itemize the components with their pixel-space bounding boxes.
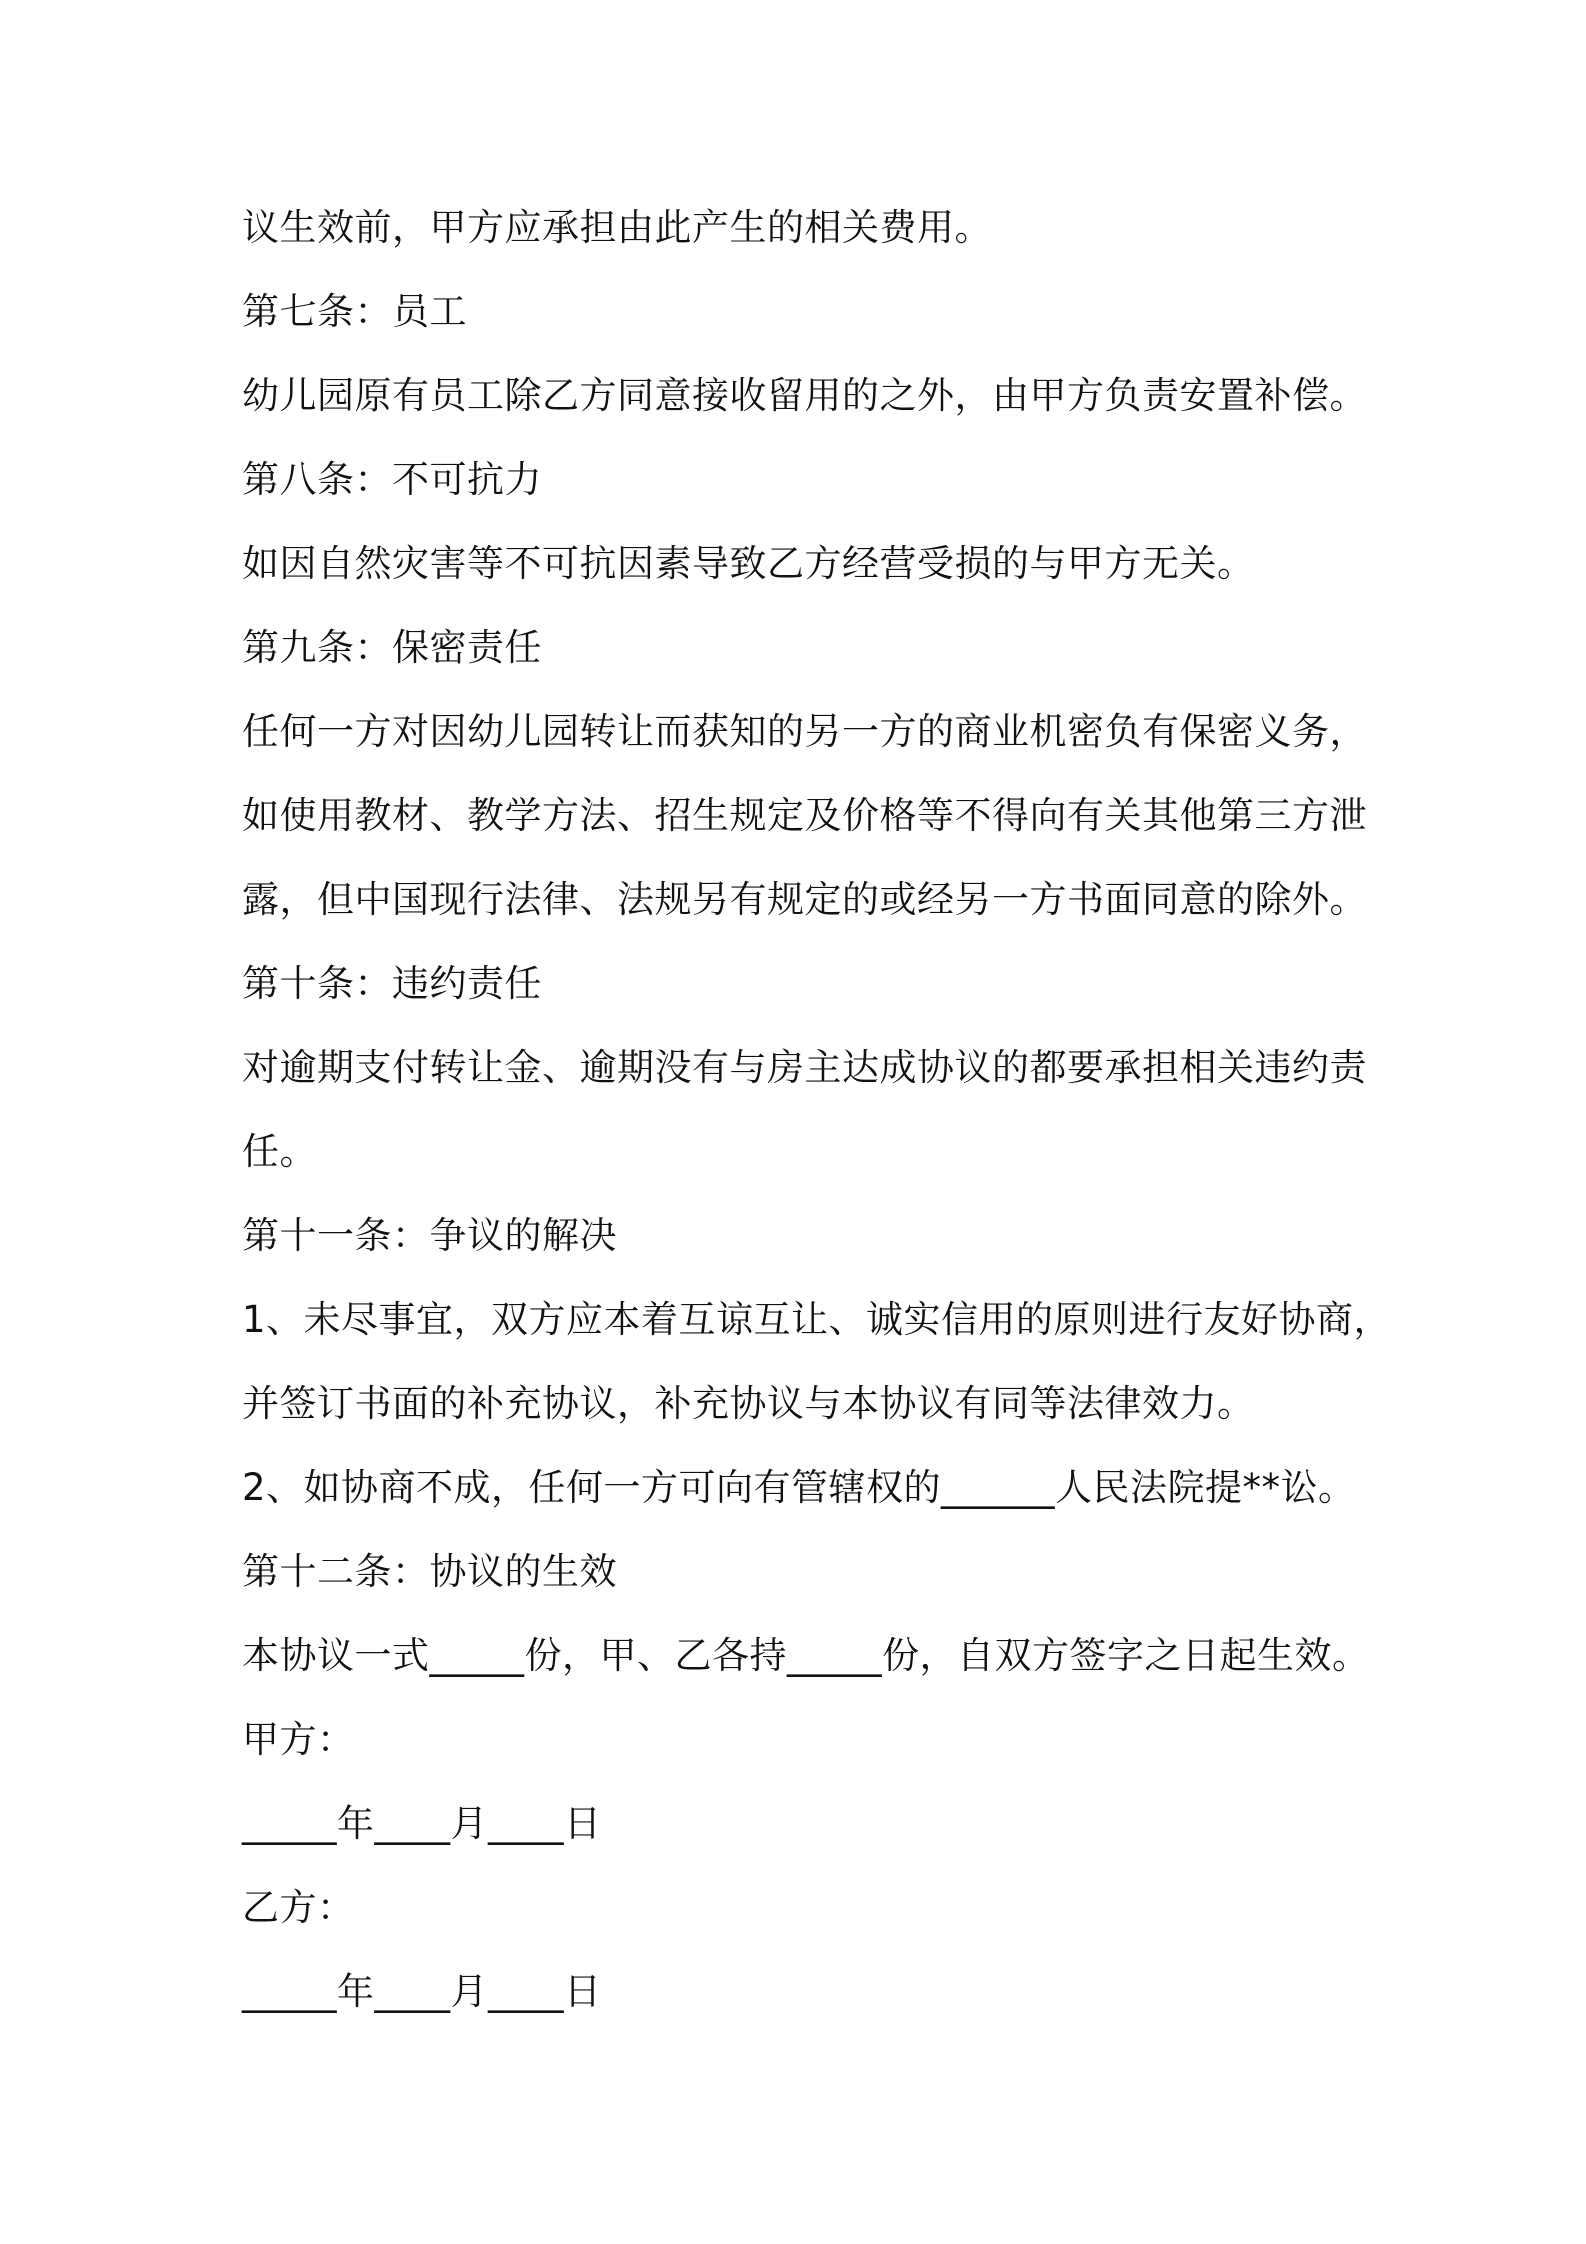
clause-11-item-1-line-1: 1、未尽事宜，双方应本着互谅互让、诚实信用的原则进行友好协商， [242,1298,1392,1341]
clause-9-heading: 第九条：保密责任 [242,626,542,669]
clause-6-continuation: 议生效前，甲方应承担由此产生的相关费用。 [242,206,992,249]
clause-9-text-line-2: 如使用教材、教学方法、招生规定及价格等不得向有关其他第三方泄 [242,794,1367,837]
party-b-label: 乙方： [242,1886,355,1929]
party-a-date-line: _____年____月____日 [242,1802,602,1845]
clause-7-text: 幼儿园原有员工除乙方同意接收留用的之外，由甲方负责安置补偿。 [242,374,1367,417]
clause-12-text: 本协议一式_____份，甲、乙各持_____份，自双方签字之日起生效。 [242,1634,1370,1677]
clause-11-item-2: 2、如协商不成，任何一方可向有管辖权的______人民法院提**讼。 [242,1466,1356,1509]
clause-11-item-1-line-2: 并签订书面的补充协议，补充协议与本协议有同等法律效力。 [242,1382,1255,1425]
clause-8-text: 如因自然灾害等不可抗因素导致乙方经营受损的与甲方无关。 [242,542,1255,585]
clause-9-text-line-3: 露，但中国现行法律、法规另有规定的或经另一方书面同意的除外。 [242,878,1367,921]
clause-8-heading: 第八条：不可抗力 [242,458,542,501]
clause-9-text-line-1: 任何一方对因幼儿园转让而获知的另一方的商业机密负有保密义务， [242,710,1367,753]
clause-10-text-line-2: 任。 [242,1130,317,1173]
party-b-date-line: _____年____月____日 [242,1970,602,2013]
clause-11-heading: 第十一条：争议的解决 [242,1214,617,1257]
clause-12-heading: 第十二条：协议的生效 [242,1550,617,1593]
clause-7-heading: 第七条：员工 [242,290,467,333]
clause-10-text-line-1: 对逾期支付转让金、逾期没有与房主达成协议的都要承担相关违约责 [242,1046,1367,1089]
party-a-label: 甲方： [242,1718,355,1761]
clause-10-heading: 第十条：违约责任 [242,962,542,1005]
